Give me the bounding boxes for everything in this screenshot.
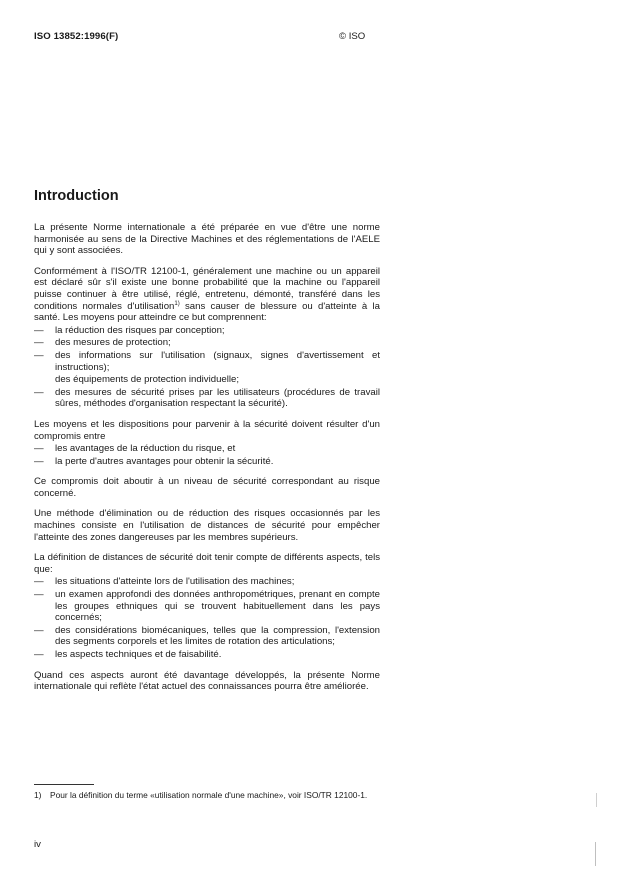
list-item: — les situations d'atteinte lors de l'utilisation des machines; (34, 576, 295, 588)
paragraph-2-text-b: sans causer de blessure ou d'atteinte à la santé. Les moyens pour atteindre ce but comprennent: (34, 300, 380, 324)
list-item: — des mesures de protection; (34, 337, 171, 349)
dash-marker: — (34, 576, 44, 588)
dash-marker: — (34, 324, 44, 336)
aspects-list (34, 576, 380, 660)
paragraph-6: La définition de distances de sécurité doit tenir compte de différents aspects, tels que: (34, 552, 380, 575)
list-item: — la perte d'autres avantages pour obtenir la sécurité. (34, 455, 274, 467)
dash-marker: — (34, 337, 44, 349)
list-item: — des considérations biomécaniques, telles que la compression, l'extension des segments corporels et les limites de rotation des articulations; (34, 624, 380, 648)
body-text (34, 222, 380, 702)
paragraph-2 (34, 266, 380, 324)
list-item: — la réduction des risques par conception; (34, 324, 225, 336)
footnote (34, 790, 380, 801)
dash-marker: — (34, 455, 44, 467)
scan-mark (595, 842, 596, 866)
page-number: iv (34, 839, 41, 850)
compromise-list (34, 443, 380, 467)
list-item: — les avantages de la réduction du risque, et (34, 443, 236, 455)
paragraph-7: Quand ces aspects auront été davantage développés, la présente Norme internationale qui reflète l'état actuel des connaissances pourra être améliorée. (34, 669, 380, 693)
paragraph-4: Ce compromis doit aboutir à un niveau de sécurité correspondant au risque concerné. (34, 476, 380, 499)
header-copyright: © ISO (339, 31, 366, 42)
dash-marker: — (34, 624, 44, 636)
section-title: Introduction (34, 188, 119, 204)
header-document-id: ISO 13852:1996(F) (34, 31, 119, 42)
paragraph-2-text-a: Conformément à l'ISO/TR 12100-1, généralement une machine ou un appareil est déclaré sûr s'il existe une bonne probabilité que la machine ou l'appareil puisse continuer à être utilisé, réglé, entretenu, démonté, transféré dans les conditions normales d'utilisation (34, 265, 380, 312)
footnote-number: 1) (34, 790, 42, 800)
list-item: — un examen approfondi des données anthropométriques, prenant en compte les groupes ethniques qui se trouvent habituellement dans les pays concernés; (34, 589, 380, 624)
paragraph-5: Une méthode d'élimination ou de réduction des risques occasionnés par les machines consiste en l'utilisation de distances de sécurité pour empêcher l'atteinte des zones dangereuses par les membres supérieurs. (34, 508, 380, 543)
paragraph-1: La présente Norme internationale a été préparée en vue d'être une norme harmonisée au sens de la Directive Machines et des réglementations de l'AELE qui y sont associées. (34, 222, 380, 257)
list-sub-item: des équipements de protection individuelle; (55, 374, 240, 386)
list-item: — des informations sur l'utilisation (signaux, signes d'avertissement et instructions); (34, 349, 380, 373)
dash-marker: — (34, 386, 44, 398)
paragraph-3: Les moyens et les dispositions pour parvenir à la sécurité doivent résulter d'un compromis entre (34, 418, 380, 442)
footnote-text: Pour la définition du terme «utilisation normale d'une machine», voir ISO/TR 12100-1. (50, 790, 368, 800)
list-item: — des mesures de sécurité prises par les utilisateurs (procédures de travail sûres, méthodes d'organisation respectant la sécurité). (34, 386, 380, 410)
dash-marker: — (34, 443, 44, 455)
scan-mark (596, 793, 597, 807)
footnote-divider (34, 784, 94, 785)
dash-marker: — (34, 649, 44, 660)
dash-marker: — (34, 589, 44, 601)
dash-marker: — (34, 349, 44, 361)
footnote-reference: 1) (174, 300, 180, 307)
list-item: — les aspects techniques et de faisabilité. (34, 649, 222, 660)
means-list (34, 325, 380, 410)
